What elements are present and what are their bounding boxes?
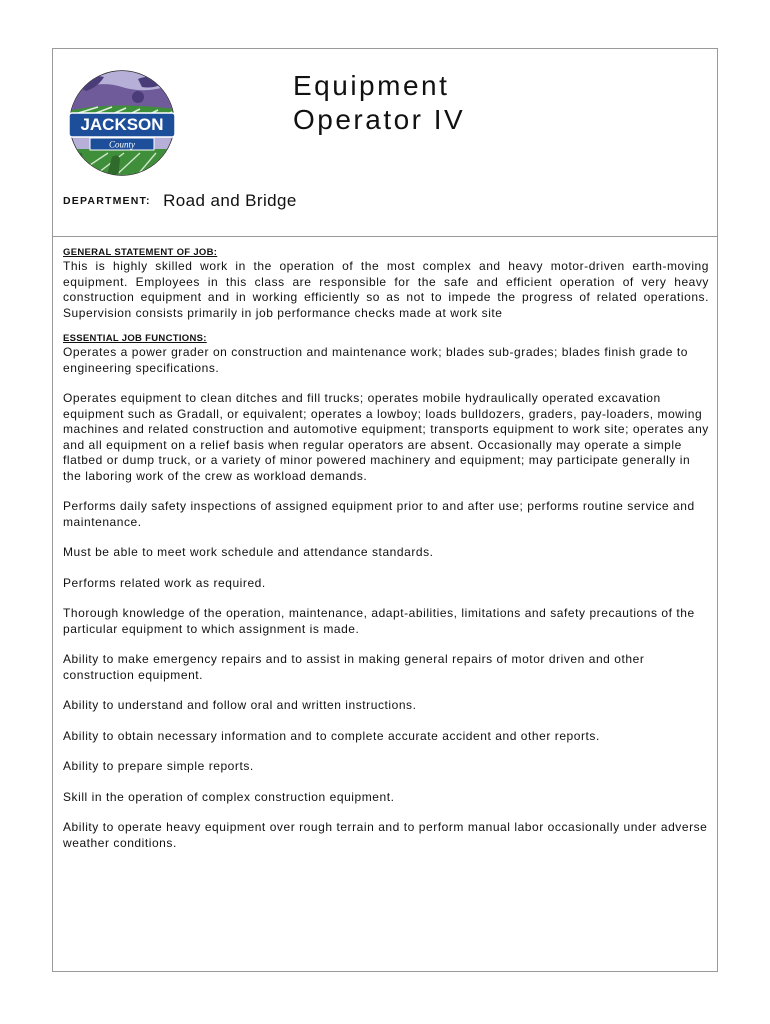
logo-text: JACKSON [80,115,164,134]
logo-subtext: County [109,139,135,150]
function-item: Ability to make emergency repairs and to assist in making general repairs of motor driven and other construction equipment. [63,652,645,682]
function-item: Ability to prepare simple reports. [63,759,254,773]
function-item: Ability to understand and follow oral and written instructions. [63,698,417,712]
function-item: Skill in the operation of complex construction equipment. [63,789,395,804]
function-item: Ability to obtain necessary information and to complete accurate accident and other reports. [63,728,600,743]
function-item: Performs daily safety inspections of assigned equipment prior to and after use; performs routine service and maintenance. [63,499,695,529]
department-row [63,191,297,211]
title-line-1: Equipment [293,70,450,101]
content-section [63,247,709,866]
job-description-page [52,48,718,972]
function-item: Must be able to meet work schedule and attendance standards. [63,545,434,559]
function-item: Performs related work as required. [63,575,266,590]
general-statement-heading: GENERAL STATEMENT OF JOB: [63,247,218,258]
function-item: Ability to operate heavy equipment over rough terrain and to perform manual labor occasionally under adverse weather conditions. [63,820,708,850]
department-value: Road and Bridge [163,191,297,210]
jackson-county-logo [68,67,176,179]
general-statement-text: This is highly skilled work in the operation of the most complex and heavy motor-driven earth-moving equipment. Employees in this class are responsible for the safe and efficient operation of very heavy construction equipment and in working efficiently so as not to impede the progress of related operations. Supervision consists primarily in job performance checks made at work site [63,259,709,320]
function-item: Operates a power grader on construction and maintenance work; blades sub-grades; blades finish grade to engineering specifications. [63,345,688,375]
department-label: DEPARTMENT: [63,195,151,207]
page-title [293,69,465,137]
function-item: Operates equipment to clean ditches and fill trucks; operates mobile hydraulically operated excavation equipment such as Gradall, or equivalent; operates a lowboy; loads bulldozers, graders, pay-loaders, mowing machines and related construction and automotive equipment; transports equipment to work site; operates any and all equipment on a relief basis when regular operators are absent. Occasionally may operate a simple flatbed or dump truck, or a variety of minor powered machinery and equipment; may participate generally in the laboring work of the crew as workload demands. [63,391,709,483]
essential-functions-heading: ESSENTIAL JOB FUNCTIONS: [63,333,207,344]
function-item: Thorough knowledge of the operation, maintenance, adapt-abilities, limitations and safety precautions of the particular equipment to which assignment is made. [63,606,695,636]
essential-functions-list [63,345,709,851]
header-section [53,49,717,237]
title-line-2: Operator IV [293,104,466,135]
